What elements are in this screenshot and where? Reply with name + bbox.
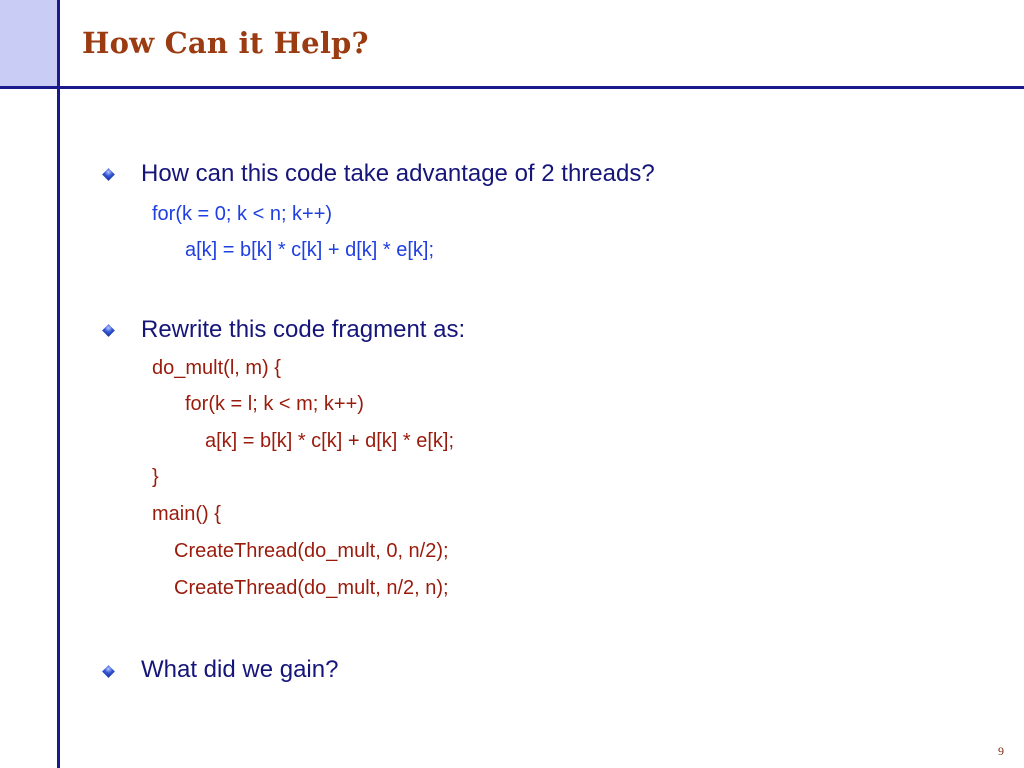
bullet-diamond-icon: [102, 665, 115, 678]
code-line: do_mult(l, m) {: [152, 357, 281, 379]
bullet-diamond-icon: [102, 324, 115, 337]
code-line: for(k = l; k < m; k++): [185, 393, 364, 415]
vertical-rule: [57, 0, 60, 768]
code-line: for(k = 0; k < n; k++): [152, 203, 333, 225]
bullet-text: Rewrite this code fragment as:: [141, 316, 466, 343]
bullet-text: What did we gain?: [141, 656, 339, 683]
bullet-text: How can this code take advantage of 2 threads?: [141, 160, 655, 187]
code-line: a[k] = b[k] * c[k] + d[k] * e[k];: [205, 430, 454, 452]
corner-decoration: [0, 0, 60, 89]
code-line: a[k] = b[k] * c[k] + d[k] * e[k];: [185, 239, 434, 261]
page-number: 9: [998, 744, 1004, 758]
code-line: }: [152, 466, 159, 488]
code-line: main() {: [152, 503, 221, 525]
code-line: CreateThread(do_mult, n/2, n);: [174, 577, 449, 599]
slide-title: How Can it Help?: [82, 26, 369, 60]
bullet-diamond-icon: [102, 168, 115, 181]
code-line: CreateThread(do_mult, 0, n/2);: [174, 540, 449, 562]
horizontal-rule: [0, 86, 1024, 89]
